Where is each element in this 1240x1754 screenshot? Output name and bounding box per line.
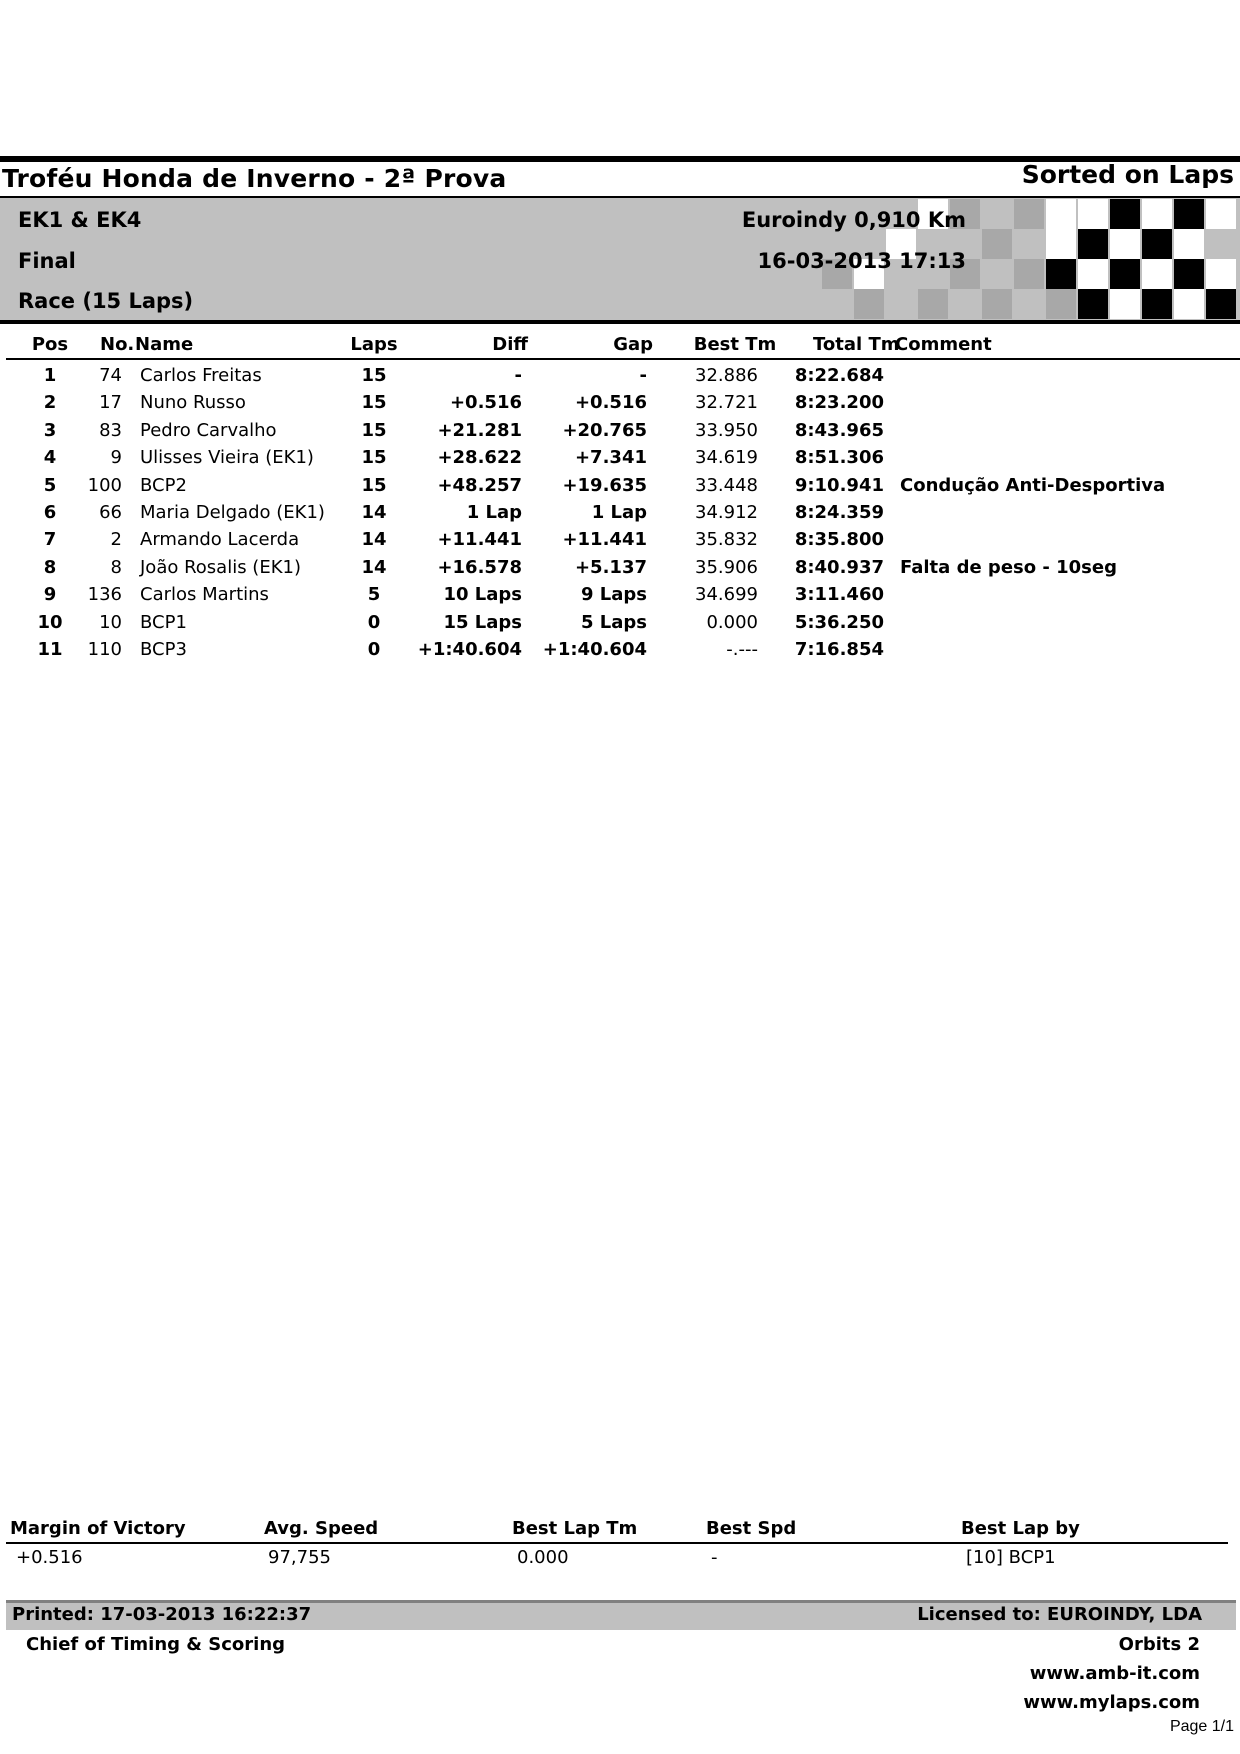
checker-square (1110, 259, 1140, 289)
checker-square (982, 229, 1012, 259)
cell-diff: 15 Laps (443, 611, 522, 633)
cell-no: 8 (110, 556, 122, 578)
cell-no: 10 (99, 611, 122, 633)
checker-square (1046, 229, 1076, 259)
best-lap-by-value: [10] BCP1 (966, 1547, 1056, 1568)
cell-laps: 15 (361, 447, 387, 469)
col-header-laps: Laps (350, 334, 398, 355)
best-lap-by-label: Best Lap by (961, 1518, 1080, 1539)
cell-pos: 1 (43, 365, 57, 386)
cell-best-tm: 0.000 (706, 611, 758, 633)
checker-square (1110, 289, 1140, 319)
checker-square (1142, 229, 1172, 259)
cell-best-tm: 35.906 (695, 556, 758, 578)
cell-comment: Condução Anti-Desportiva (900, 474, 1166, 496)
cell-total-tm: 8:23.200 (794, 392, 884, 414)
avg-speed-value: 97,755 (268, 1547, 331, 1568)
cell-pos: 10 (37, 611, 63, 633)
checker-square (1174, 259, 1204, 289)
checker-square (1078, 199, 1108, 229)
cell-comment (900, 581, 1230, 608)
cell-pos: 9 (43, 584, 57, 606)
col-header-gap: Gap (613, 334, 653, 355)
checker-square (1110, 229, 1140, 259)
cell-name: João Rosalis (EK1) (140, 556, 301, 578)
cell-best-tm: 34.619 (695, 447, 758, 469)
cell-diff: +0.516 (449, 392, 522, 414)
cell-best-tm: 35.832 (695, 529, 758, 551)
checker-square (1110, 199, 1140, 229)
cell-gap: +7.341 (574, 447, 647, 469)
cell-comment (900, 499, 1230, 526)
cell-pos: 11 (37, 639, 63, 660)
checker-square (1206, 289, 1236, 319)
table-header-rule (6, 358, 1240, 360)
cell-gap: +5.137 (574, 556, 647, 578)
cell-no: 66 (99, 502, 122, 523)
class-label: EK1 & EK4 (18, 208, 142, 232)
checker-square (1174, 229, 1204, 259)
checker-square (1142, 259, 1172, 289)
cell-gap: +11.441 (562, 529, 647, 551)
cell-pos: 4 (43, 447, 57, 469)
cell-total-tm: 8:24.359 (794, 502, 884, 523)
cell-no: 2 (110, 529, 122, 551)
cell-comment (900, 609, 1230, 636)
printed-timestamp: Printed: 17-03-2013 16:22:37 (12, 1604, 312, 1625)
cell-gap: +0.516 (574, 392, 647, 414)
cell-gap: +1:40.604 (542, 639, 647, 660)
cell-diff: +1:40.604 (417, 639, 522, 660)
cell-no: 110 (87, 639, 122, 660)
cell-no: 100 (87, 474, 122, 496)
col-header-diff: Diff (492, 334, 528, 355)
cell-pos: 5 (43, 474, 57, 496)
cell-total-tm: 8:22.684 (794, 365, 884, 386)
best-spd-value: - (711, 1547, 718, 1568)
col-header-pos: Pos (31, 334, 69, 355)
checker-square (1174, 199, 1204, 229)
cell-diff: +16.578 (437, 556, 522, 578)
checker-square (982, 289, 1012, 319)
checker-square (1206, 259, 1236, 289)
cell-name: BCP3 (140, 639, 187, 660)
cell-diff: +48.257 (437, 474, 522, 496)
cell-laps: 15 (361, 392, 387, 414)
cell-laps: 15 (361, 419, 387, 441)
cell-no: 17 (99, 392, 122, 414)
cell-comment: Falta de peso - 10seg (900, 556, 1117, 578)
checker-square (1174, 289, 1204, 319)
cell-total-tm: 5:36.250 (794, 611, 884, 633)
cell-best-tm: 33.448 (695, 474, 758, 496)
cell-comment (900, 526, 1230, 553)
cell-comment (900, 417, 1230, 444)
cell-laps: 14 (361, 556, 387, 578)
cell-no: 9 (110, 447, 122, 469)
checker-square (918, 289, 948, 319)
cell-laps: 5 (367, 584, 381, 606)
cell-comment (900, 444, 1230, 471)
checker-square (1078, 229, 1108, 259)
cell-pos: 3 (43, 419, 57, 441)
cell-diff: +28.622 (437, 447, 522, 469)
checker-square (1142, 199, 1172, 229)
cell-pos: 2 (43, 392, 57, 414)
cell-gap: 9 Laps (580, 584, 647, 606)
checker-square (1014, 259, 1044, 289)
race-label: Race (15 Laps) (18, 289, 194, 313)
margin-of-victory-label: Margin of Victory (10, 1518, 186, 1539)
cell-diff: 10 Laps (443, 584, 522, 606)
cell-laps: 15 (361, 365, 387, 386)
cell-name: BCP2 (140, 474, 187, 496)
cell-best-tm: 33.950 (695, 419, 758, 441)
margin-of-victory-value: +0.516 (16, 1547, 83, 1568)
cell-pos: 6 (43, 502, 57, 523)
best-lap-tm-value: 0.000 (517, 1547, 569, 1568)
col-header-total-tm: Total Tm (813, 334, 900, 355)
cell-name: Nuno Russo (140, 392, 246, 414)
cell-gap: 5 Laps (580, 611, 647, 633)
best-lap-tm-label: Best Lap Tm (512, 1518, 638, 1539)
cell-name: Maria Delgado (EK1) (140, 502, 325, 523)
cell-diff: +21.281 (437, 419, 522, 441)
cell-name: Carlos Freitas (140, 365, 262, 386)
page-title: Troféu Honda de Inverno - 2ª Prova (2, 164, 507, 193)
cell-diff: +11.441 (437, 529, 522, 551)
license-label: Licensed to: EUROINDY, LDA (917, 1604, 1202, 1625)
checker-square (1206, 199, 1236, 229)
cell-total-tm: 8:40.937 (794, 556, 884, 578)
checker-square (1078, 259, 1108, 289)
checker-square (1078, 289, 1108, 319)
cell-best-tm: -.--- (726, 639, 758, 660)
race-datetime: 16-03-2013 17:13 (757, 249, 966, 273)
cell-laps: 15 (361, 474, 387, 496)
cell-gap: - (639, 365, 647, 386)
page-number: Page 1/1 (1169, 1718, 1234, 1735)
cell-no: 74 (99, 365, 122, 386)
cell-laps: 0 (367, 611, 381, 633)
cell-total-tm: 3:11.460 (794, 584, 884, 606)
checker-square (1014, 199, 1044, 229)
cell-laps: 14 (361, 529, 387, 551)
cell-gap: 1 Lap (591, 502, 647, 523)
col-header-no: No. (100, 334, 135, 355)
checker-square (1142, 289, 1172, 319)
cell-best-tm: 32.721 (695, 392, 758, 414)
cell-laps: 0 (367, 639, 381, 660)
cell-total-tm: 8:43.965 (794, 419, 884, 441)
cell-total-tm: 8:35.800 (794, 529, 884, 551)
track-label: Euroindy 0,910 Km (741, 208, 966, 232)
chief-of-timing-label: Chief of Timing & Scoring (26, 1634, 286, 1655)
best-spd-label: Best Spd (706, 1518, 797, 1539)
header-band-bottom-rule (0, 320, 1240, 324)
cell-diff: - (514, 365, 522, 386)
mylaps-link[interactable]: www.mylaps.com (1023, 1692, 1200, 1713)
cell-best-tm: 34.912 (695, 502, 758, 523)
checker-square (1046, 199, 1076, 229)
cell-gap: +20.765 (562, 419, 647, 441)
software-label: Orbits 2 (1118, 1634, 1200, 1655)
cell-total-tm: 7:16.854 (794, 639, 884, 660)
cell-total-tm: 9:10.941 (794, 474, 884, 496)
cell-comment (900, 362, 1230, 389)
cell-name: Carlos Martins (140, 584, 269, 606)
cell-no: 136 (87, 584, 122, 606)
checker-square (854, 289, 884, 319)
col-header-name: Name (135, 334, 194, 355)
cell-pos: 7 (43, 529, 57, 551)
checker-square (1046, 259, 1076, 289)
cell-best-tm: 32.886 (695, 365, 758, 386)
session-label: Final (18, 249, 76, 273)
cell-gap: +19.635 (562, 474, 647, 496)
col-header-comment: Comment (895, 334, 992, 355)
cell-name: Ulisses Vieira (EK1) (140, 447, 314, 469)
checker-square (1046, 289, 1076, 319)
cell-name: BCP1 (140, 611, 187, 633)
cell-diff: 1 Lap (466, 502, 522, 523)
cell-pos: 8 (43, 556, 57, 578)
cell-best-tm: 34.699 (695, 584, 758, 606)
avg-speed-label: Avg. Speed (264, 1518, 379, 1539)
cell-no: 83 (99, 419, 122, 441)
summary-rule (6, 1542, 1228, 1544)
cell-name: Pedro Carvalho (140, 419, 277, 441)
sort-label: Sorted on Laps (1021, 160, 1234, 189)
cell-comment (900, 389, 1230, 416)
cell-comment (900, 636, 1230, 663)
amb-it-link[interactable]: www.amb-it.com (1029, 1663, 1200, 1684)
col-header-best-tm: Best Tm (693, 334, 777, 355)
cell-name: Armando Lacerda (140, 529, 300, 551)
cell-total-tm: 8:51.306 (794, 447, 884, 469)
cell-laps: 14 (361, 502, 387, 523)
